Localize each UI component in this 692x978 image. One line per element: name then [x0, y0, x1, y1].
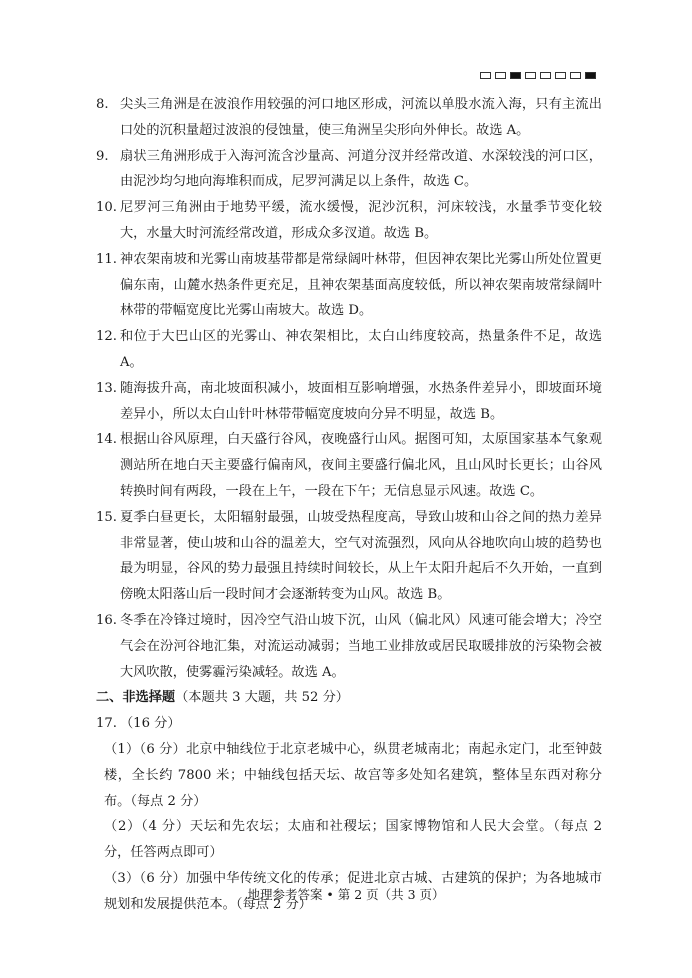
question-17-header: [96, 711, 602, 737]
item-number: 14.: [96, 432, 117, 448]
answer-item-8: [96, 92, 602, 144]
item-number: 15.: [96, 509, 117, 525]
answer-item-9: [96, 144, 602, 196]
question-score: （16 分）: [120, 716, 181, 732]
page-mark-4: [525, 72, 536, 79]
item-number: 8.: [96, 97, 109, 112]
answer-content: [96, 92, 602, 918]
item-number: 9.: [96, 148, 109, 164]
section-title: 二、非选择题: [96, 690, 176, 706]
item-number: 12.: [96, 329, 117, 345]
page-footer: 地理参考答案 • 第 2 页（共 3 页）: [247, 887, 445, 902]
sub-label: （1）: [104, 741, 140, 757]
item-number: 17.: [96, 716, 117, 732]
answer-item-11: [96, 247, 602, 324]
sub-text: （4 分）天坛和先农坛；太庙和社稷坛；国家博物馆和人民大会堂。（每点 2 分，任答两点即可）: [104, 819, 602, 861]
answer-item-12: [96, 324, 602, 376]
answer-item-13: [96, 376, 602, 428]
sub-text: （6 分）北京中轴线位于北京老城中心，纵贯老城南北；南起永定门，北至钟鼓楼，全长约 7800 米；中轴线包括天坛、故宫等多处知名建筑，整体呈东西对称分布。（每点 2 分）: [104, 741, 603, 809]
item-text: 和位于大巴山区的光雾山、神农架相比，太白山纬度较高，热量条件不足，故选 A。: [120, 329, 602, 370]
page-mark-2: [495, 72, 506, 79]
item-text: 夏季白昼更长，太阳辐射最强，山坡受热程度高，导致山坡和山谷之间的热力差异非常显著，使山坡和山谷的温差大，空气对流强烈，风向从谷地吹向山坡的趋势也最为明显，谷风的势力最强且持续时间较长，从上午太阳升起后不久开始，一直到傍晚太阳落山后一段时间才会逐渐转变为山风。故选 B。: [120, 509, 602, 603]
item-text: 尖头三角洲是在波浪作用较强的河口地区形成，河流以单股水流入海，只有主流出口处的沉积量超过波浪的侵蚀量，使三角洲呈尖形向外伸长。故选 A。: [120, 97, 602, 138]
page-mark-5: [540, 72, 551, 79]
page-mark-7: [570, 72, 581, 79]
item-number: 13.: [96, 380, 117, 396]
section-heading: [96, 685, 602, 711]
item-text: 尼罗河三角洲由于地势平缓，流水缓慢，泥沙沉积，河床较浅，水量季节变化较大，水量大时河流经常改道，形成众多汊道。故选 B。: [120, 200, 602, 241]
sub-label: （3）: [104, 870, 140, 886]
answer-item-15: [96, 505, 602, 608]
item-text: 根据山谷风原理，白天盛行谷风，夜晚盛行山风。据图可知，太原国家基本气象观测站所在地白天主要盛行偏南风，夜间主要盛行偏北风，且山风时长更长；山谷风转换时间有两段，一段在上午，一段在下午；无信息显示风速。故选 C。: [120, 432, 602, 499]
page-mark-3: [510, 72, 521, 79]
answer-item-16: [96, 608, 602, 685]
item-number: 16.: [96, 612, 117, 628]
page-mark-6: [555, 72, 566, 79]
sub-label: （2）: [104, 819, 142, 835]
item-text: 扇状三角洲形成于入海河流含沙量高、河道分汊并经常改道、水深较浅的河口区，由泥沙均匀地向海堆积而成，尼罗河满足以上条件，故选 C。: [120, 148, 602, 190]
page-mark-8: [585, 72, 596, 79]
item-number: 11.: [96, 251, 117, 267]
sub-text: （6 分）加强中华传统文化的传承；促进北京古城、古建筑的保护；为各地城市规划和发展提供范本。（每点 2 分）: [104, 870, 603, 912]
page-indicator: [480, 72, 596, 79]
page-mark-1: [480, 72, 491, 79]
item-number: 10.: [96, 200, 117, 216]
item-text: 随海拔升高，南北坡面积减小，坡面相互影响增强，水热条件差异小，即坡面环境差异小，所以太白山针叶林带带幅宽度坡向分异不明显，故选 B。: [120, 380, 602, 422]
section-note: （本题共 3 大题，共 52 分）: [175, 690, 349, 706]
answer-item-10: [96, 195, 602, 247]
item-text: 冬季在冷锋过境时，因冷空气沿山坡下沉，山风（偏北风）风速可能会增大；冷空气会在汾河谷地汇集，对流运动减弱；当地工业排放或居民取暖排放的污染物会被大风吹散，使雾霾污染减轻。故选 A。: [120, 612, 602, 680]
item-text: 神农架南坡和光雾山南坡基带都是常绿阔叶林带，但因神农架比光雾山所处位置更偏东南，山麓水热条件更充足，且神农架基面高度较低，所以神农架南坡常绿阔叶林带的带幅宽度比光雾山南坡大。故选 D。: [120, 251, 602, 319]
q17-sub-2: [96, 814, 602, 866]
answer-item-14: [96, 427, 602, 504]
q17-sub-1: [96, 737, 602, 814]
